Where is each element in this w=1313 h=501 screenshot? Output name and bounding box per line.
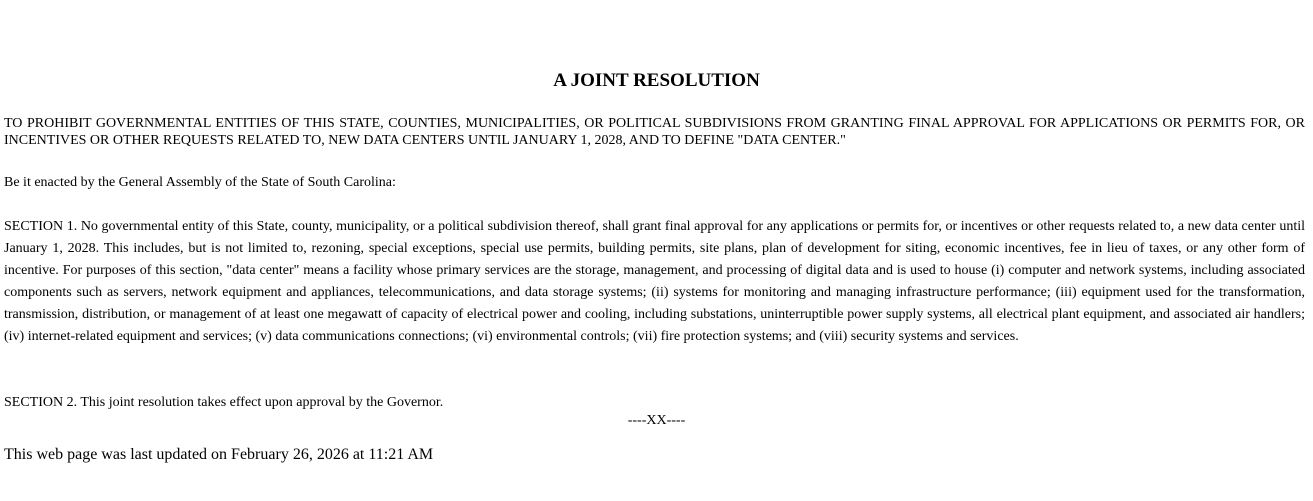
resolution-summary: TO PROHIBIT GOVERNMENTAL ENTITIES OF THIS STATE, COUNTIES, MUNICIPALITIES, OR POLITICAL SUBDIVISIONS FROM GRANTING FINAL APPROVAL FOR APPLICATIONS OR PERMITS FOR, OR INCENTIVES OR OTHER REQUESTS RELATED TO, NEW DATA CENTERS UNTIL JANUARY 1, 2028, AND TO DEFINE "DATA CENTER." [4, 116, 1305, 148]
resolution-title: A JOINT RESOLUTION [553, 70, 760, 91]
end-separator: ----XX---- [627, 413, 686, 428]
enacting-clause: Be it enacted by the General Assembly of the State of South Carolina: [4, 175, 396, 190]
last-updated-note: This web page was last updated on February 26, 2026 at 11:21 AM [4, 446, 434, 463]
section-2: SECTION 2. This joint resolution takes effect upon approval by the Governor. [4, 395, 444, 410]
section-1: SECTION 1. No governmental entity of this State, county, municipality, or a political subdivision thereof, shall grant final approval for any applications or permits for, or incentives or other requests related to, a new data center until January 1, 2028. This includes, but is not limited to, rezoning, special exceptions, special use permits, building permits, site plans, plan of development for siting, economic incentives, fee in lieu of taxes, or any other form of incentive. For purposes of this section, "data center" means a facility whose primary services are the storage, management, and processing of digital data and is used to house (i) computer and network systems, including associated components such as servers, network equipment and appliances, telecommunications, and data storage systems; (ii) systems for monitoring and managing infrastructure performance; (iii) equipment used for the transformation, transmission, distribution, or management of at least one megawatt of capacity of electrical power and cooling, including substations, uninterruptible power supply systems, all electrical plant equipment, and associated air handlers; (iv) internet-related equipment and services; (v) data communications connections; (vi) environmental controls; (vii) fire protection systems; and (viii) security systems and services. [4, 219, 1305, 344]
